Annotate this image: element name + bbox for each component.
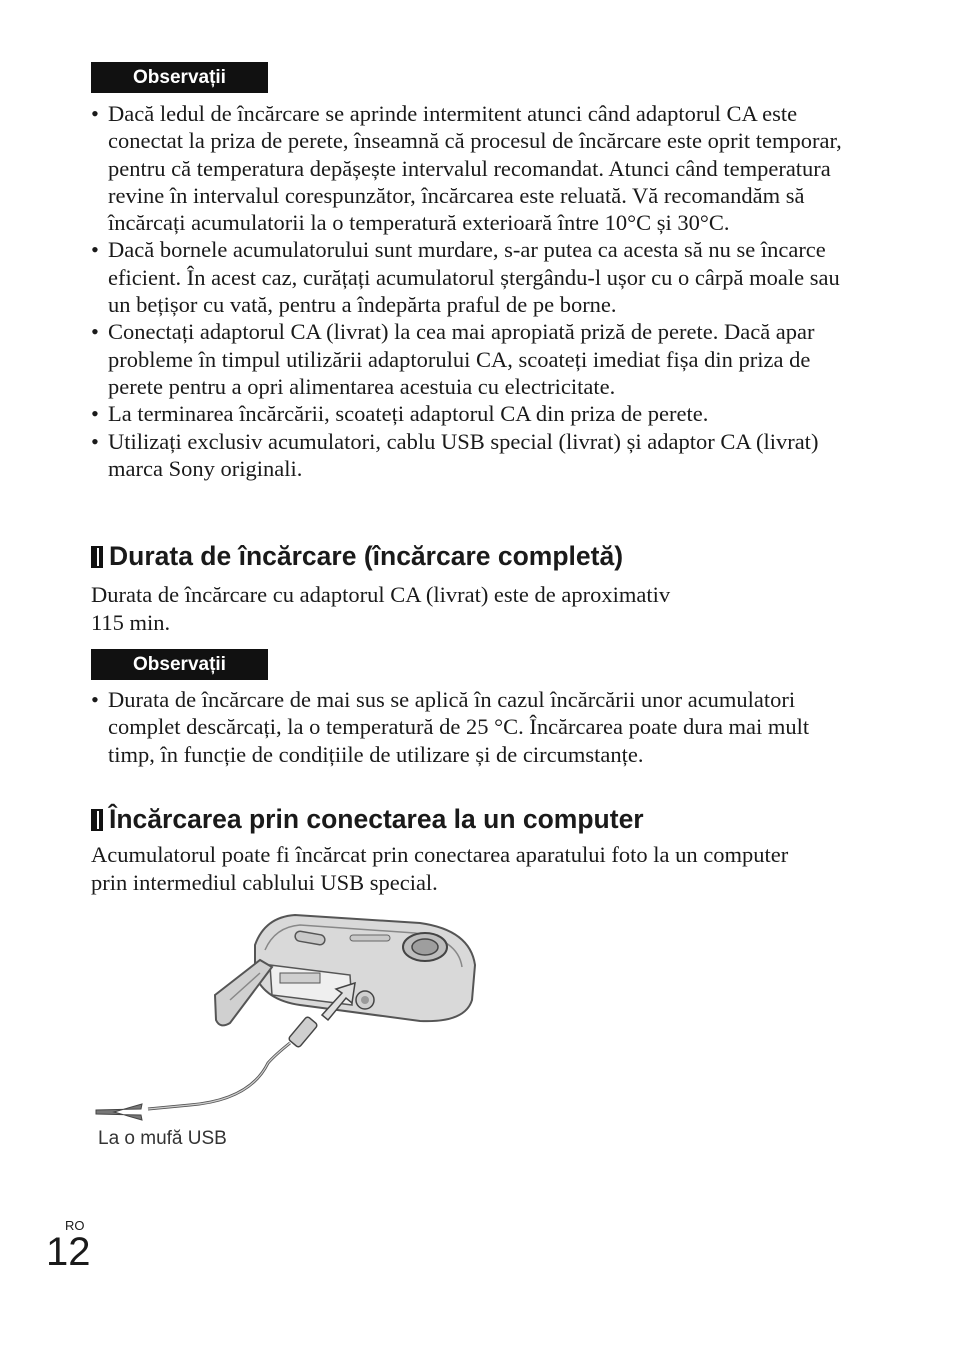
note-item: • Conectați adaptorul CA (livrat) la cea mai apropiată priză de perete. Dacă apar probleme în timpul utilizării adaptorului CA, scoateți imediat fișa din priza de perete pentru a opri alimentarea acestuia cu electricitate. xyxy=(91,318,851,400)
notes-label: Observații xyxy=(91,649,268,680)
section-body: Acumulatorul poate fi încărcat prin conectarea aparatului foto la un computer prin intermediul cablului USB special. xyxy=(91,842,789,895)
note-item: • La terminarea încărcării, scoateți adaptorul CA din priza de perete. xyxy=(91,400,851,427)
notes-list xyxy=(91,686,851,768)
note-item: • Utilizați exclusiv acumulatori, cablu USB special (livrat) și adaptor CA (livrat) marca Sony originali. xyxy=(91,428,851,483)
camera-usb-illustration xyxy=(90,905,490,1130)
language-code: RO xyxy=(65,1218,85,1233)
heading-marker-icon xyxy=(91,546,103,568)
section-body: Durata de încărcare cu adaptorul CA (livrat) este de aproximativ 115 min. xyxy=(91,582,671,635)
notes-list xyxy=(91,100,851,482)
notes-label: Observații xyxy=(91,62,268,93)
note-item: • Dacă ledul de încărcare se aprinde intermitent atunci când adaptorul CA este conectat la priza de perete, înseamnă că procesul de încărcare este oprit temporar, pentru că temperatura depășește intervalul recomandat. Atunci când temperatura revine în intervalul corespunzător, încărcarea este reluată. Vă recomandăm să încărcați acumulatorii la o temperatură exterioară între 10°C și 30°C. xyxy=(91,100,851,236)
note-item: • Durata de încărcare de mai sus se aplică în cazul încărcării unor acumulatori complet descărcați, la o temperatură de 25 °C. Încărcarea poate dura mai mult timp, în funcție de condițiile de utilizare și de circumstanțe. xyxy=(91,686,851,768)
section-title: Încărcarea prin conectarea la un computer xyxy=(109,804,644,834)
section-title: Durata de încărcare (încărcare completă) xyxy=(109,541,624,571)
section-heading xyxy=(91,541,623,572)
illustration-caption: La o mufă USB xyxy=(98,1128,227,1149)
heading-marker-icon xyxy=(91,809,103,831)
note-item: • Dacă bornele acumulatorului sunt murdare, s-ar putea ca acesta să nu se încarce eficient. În acest caz, curățați acumulatorul ștergându-l ușor cu o cârpă moale sau un bețișor cu vată, pentru a îndepărta praful de pe borne. xyxy=(91,236,851,318)
page-number: 12 xyxy=(46,1230,91,1274)
section-heading xyxy=(91,804,644,835)
